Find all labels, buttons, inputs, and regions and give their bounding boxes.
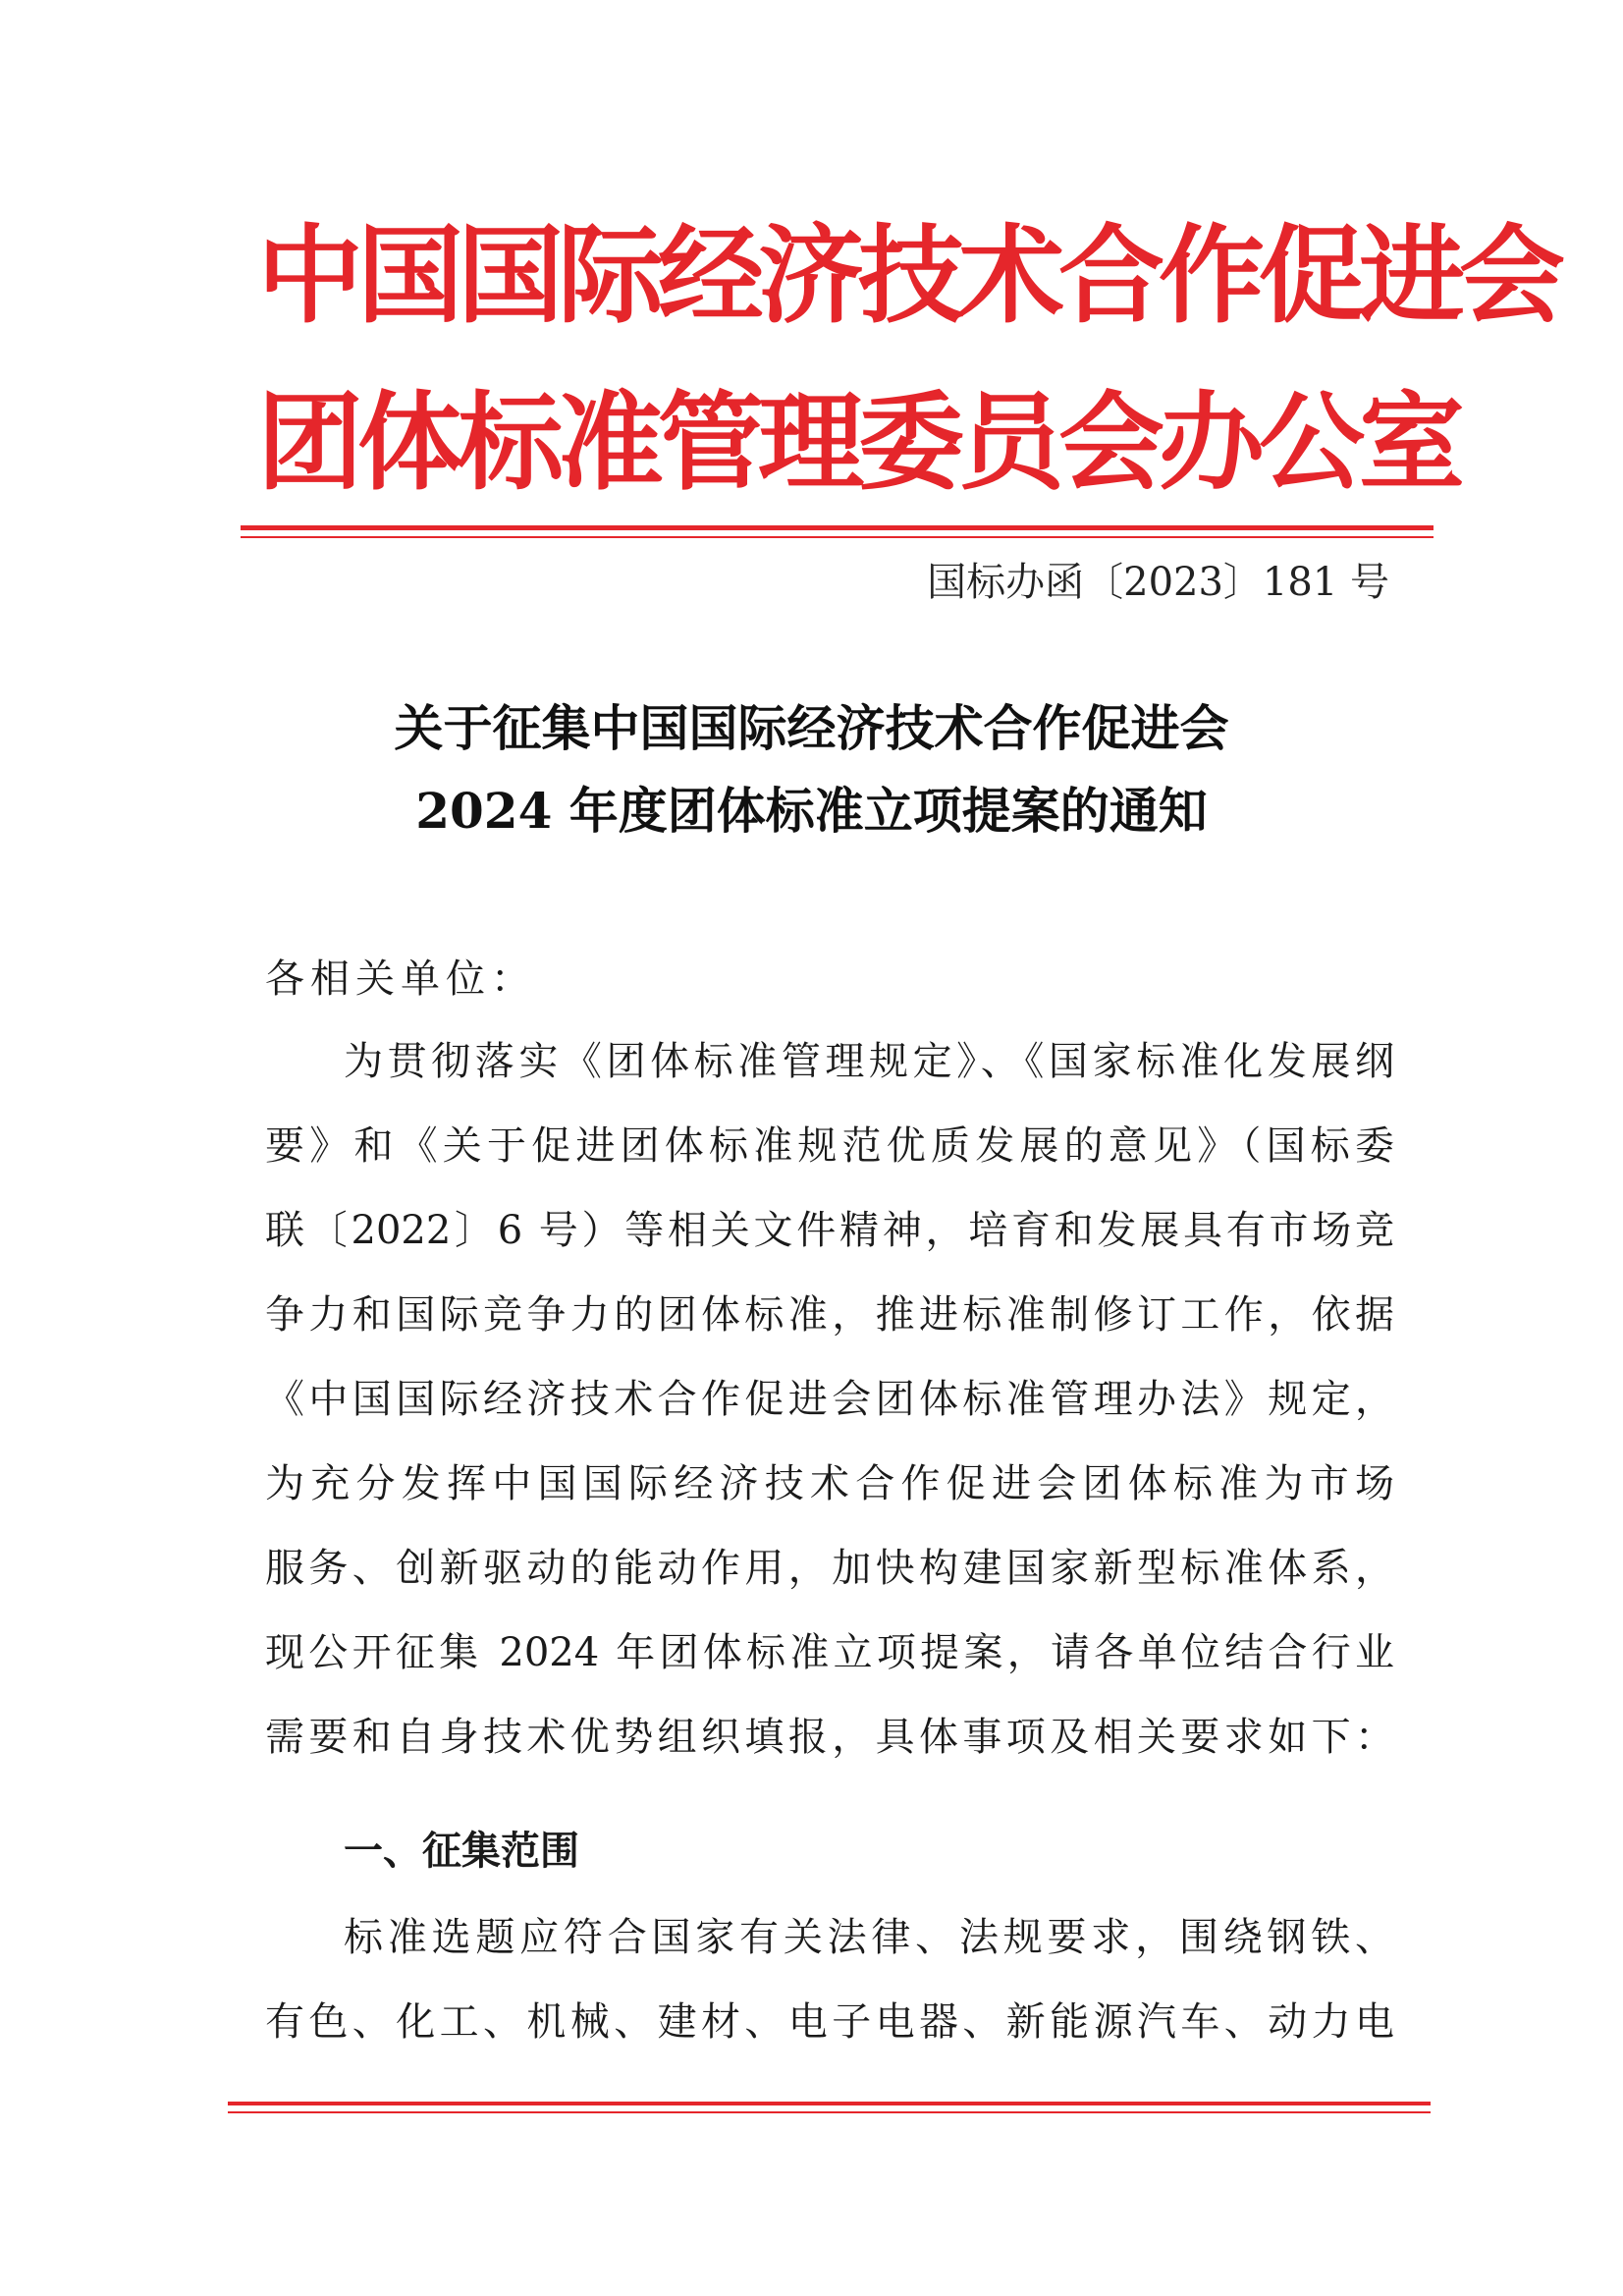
letterhead-org-line-1: 中国国际经济技术合作促进会: [257, 215, 1560, 338]
salutation: 各相关单位：: [265, 957, 536, 1002]
footer-divider-thick: [228, 2102, 1431, 2105]
paragraph-1-line: 要》和《关于促进团体标准规范优质发展的意见》（国标委: [265, 1123, 1394, 1169]
section-1-heading: 一、征集范围: [344, 1829, 579, 1874]
paragraph-1-line: 争力和国际竞争力的团体标准，推进标准制修订工作，依据: [265, 1292, 1394, 1338]
footer-divider-thin: [228, 2111, 1431, 2113]
document-number: 国标办函〔2023〕181 号: [927, 560, 1389, 605]
document-title-line-1: 关于征集中国国际经济技术合作促进会: [394, 699, 1229, 757]
document-title-line-2: 2024 年度团体标准立项提案的通知: [415, 782, 1208, 840]
paragraph-1-line: 《中国国际经济技术合作促进会团体标准管理办法》规定，: [265, 1377, 1394, 1422]
paragraph-1-line: 联〔2022〕6 号）等相关文件精神，培育和发展具有市场竞: [265, 1208, 1394, 1253]
letterhead-org-line-2: 团体标准管理委员会办公室: [257, 382, 1460, 505]
paragraph-2-line: 有色、化工、机械、建材、电子电器、新能源汽车、动力电: [265, 1999, 1394, 2045]
paragraph-2-line: 标准选题应符合国家有关法律、法规要求，围绕钢铁、: [344, 1915, 1394, 1960]
paragraph-1-line: 为充分发挥中国国际经济技术合作促进会团体标准为市场: [265, 1461, 1394, 1506]
paragraph-1-line: 为贯彻落实《团体标准管理规定》、《国家标准化发展纲: [344, 1039, 1394, 1084]
letterhead-divider-thin: [241, 536, 1434, 538]
paragraph-1-line: 服务、创新驱动的能动作用，加快构建国家新型标准体系，: [265, 1546, 1394, 1591]
letterhead-divider-thick: [241, 525, 1434, 530]
paragraph-1-line: 现公开征集 2024 年团体标准立项提案，请各单位结合行业: [265, 1630, 1394, 1675]
paragraph-1-line: 需要和自身技术优势组织填报，具体事项及相关要求如下：: [265, 1715, 1394, 1760]
